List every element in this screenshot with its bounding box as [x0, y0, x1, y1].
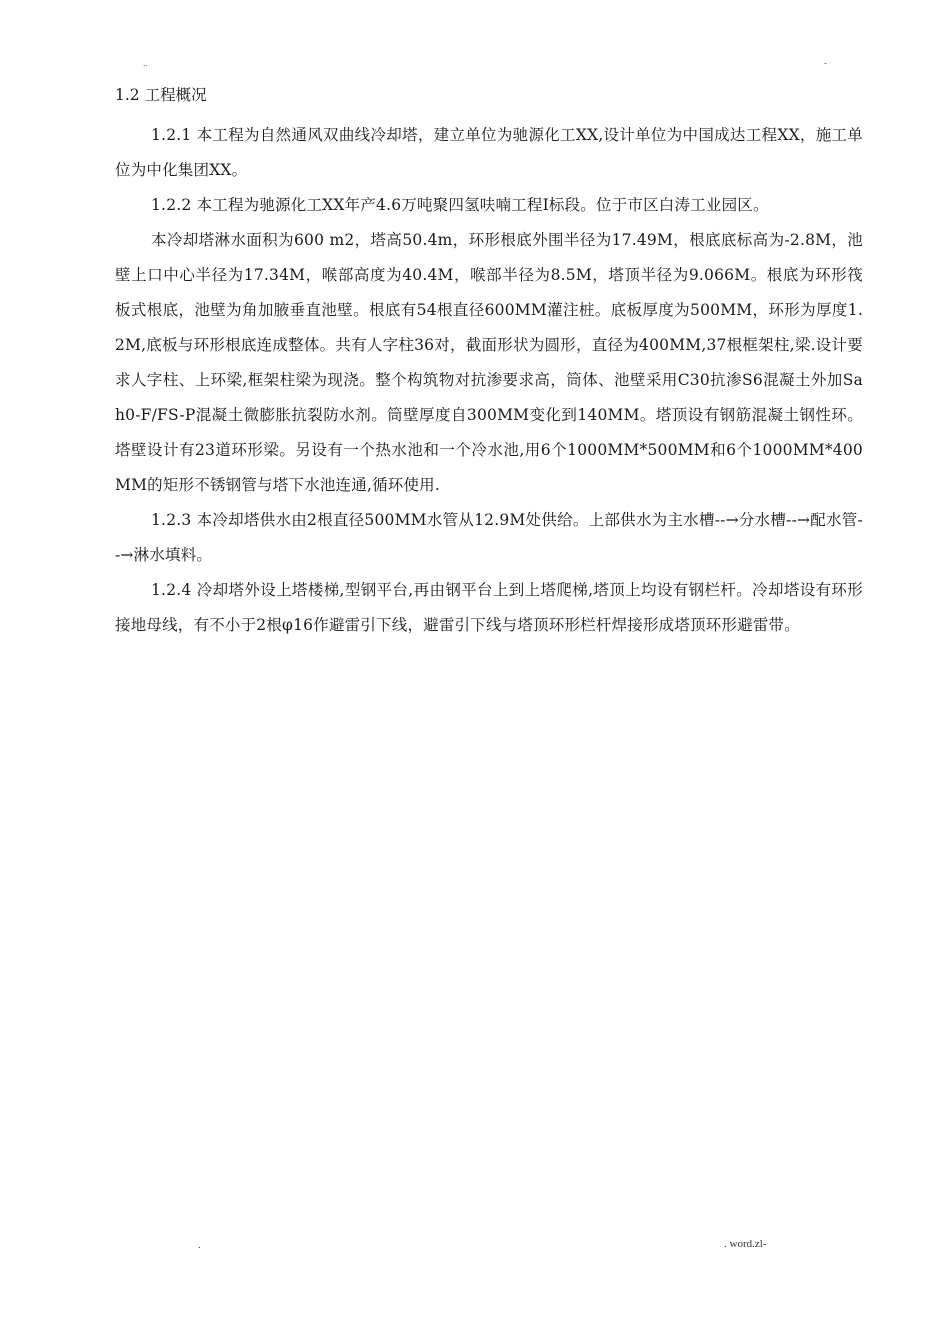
paragraph-1-2-3: 1.2.3 本冷却塔供水由2根直径500MM水管从12.9M处供给。上部供水为主水槽--→分水槽--→配水管--→淋水填料。 — [115, 511, 863, 564]
section-title: 1.2 工程概况 — [115, 86, 207, 104]
footer-left-mark: . — [198, 1240, 201, 1251]
footer-watermark: . word.zl- — [724, 1238, 767, 1250]
paragraph-1-2-2: 1.2.2 本工程为驰源化工XX年产4.6万吨聚四氢呋喃工程Ⅰ标段。位于市区白涛工业园区。 — [151, 196, 769, 214]
header-right-mark: - — [824, 58, 827, 68]
paragraph-tower-specs: 本冷却塔淋水面积为600 m2，塔高50.4m，环形根底外围半径为17.49M，根底底标高为-2.8M，池壁上口中心半径为17.34M，喉部高度为40.4M，喉部半径为8.5M，塔顶半径为9.066M。根底为环形筏板式根底，池壁为角加腋垂直池壁。根底有54根直径600MM灌注桩。底板厚度为500MM，环形为厚度1.2M,底板与环形根底连成整体。共有人字柱36对，截面形状为圆形，直径为400MM,37根框架柱,梁.设计要求人字柱、上环梁,框架柱梁为现浇。整个构筑物对抗渗要求高，筒体、池壁采用C30抗渗S6混凝土外加Sah0-F/FS-P混凝土微膨胀抗裂防水剂。筒壁厚度自300MM变化到140MM。塔顶设有钢筋混凝土钢性环。塔壁设计有23道环形梁。另设有一个热水池和一个冷水池,用6个1000MM*500MM和6个1000MM*400MM的矩形不锈钢管与塔下水池连通,循环使用. — [115, 231, 863, 494]
paragraph-1-2-4: 1.2.4 冷却塔外设上塔楼梯,型钢平台,再由钢平台上到上塔爬梯,塔顶上均设有钢栏杆。冷却塔设有环形接地母线，有不小于2根φ16作避雷引下线，避雷引下线与塔顶环形栏杆焊接形成塔顶环形避雷带。 — [115, 581, 863, 634]
paragraph-1-2-1: 1.2.1 本工程为自然通风双曲线冷却塔，建立单位为驰源化工XX,设计单位为中国成达工程XX，施工单位为中化集团XX。 — [115, 126, 863, 179]
document-body — [115, 82, 863, 643]
header-left-mark: .. — [143, 58, 149, 68]
